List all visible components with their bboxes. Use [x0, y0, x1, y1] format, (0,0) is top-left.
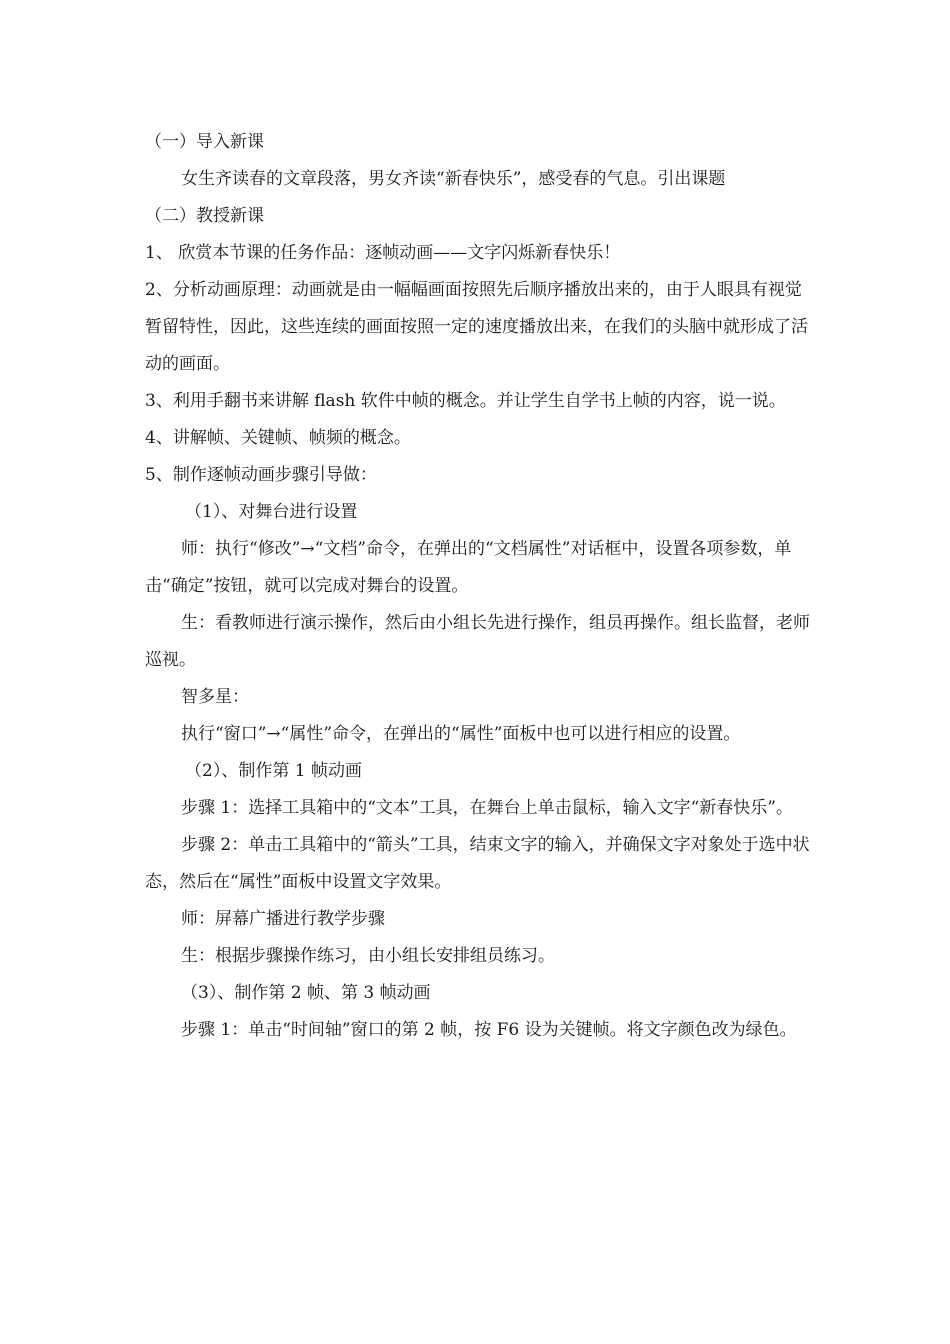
paragraph-teacher-setup: 师：执行“修改”→“文档”命令，在弹出的“文档属性”对话框中，设置各项参数，单击“确定”按钮，就可以完成对舞台的设置。: [145, 539, 792, 596]
sub-step-1-heading: （1）、对舞台进行设置: [185, 502, 358, 522]
paragraph-student-practice: 生：根据步骤操作练习，由小组长安排组员练习。: [181, 946, 555, 966]
paragraph-step-1-text: 步骤 1：选择工具箱中的“文本”工具，在舞台上单击鼠标，输入文字“新春快乐”。: [181, 798, 793, 818]
list-item-4: 4、讲解帧、关键帧、帧频的概念。: [145, 428, 411, 448]
list-item-2: 2、分析动画原理：动画就是由一幅幅画面按照先后顺序播放出来的，由于人眼具有视觉暂留特性，因此，这些连续的画面按照一定的速度播放出来，在我们的头脑中就形成了活动的画面。: [145, 280, 808, 374]
section-heading-teaching: （二）教授新课: [145, 206, 264, 226]
paragraph-student-setup: 生：看教师进行演示操作，然后由小组长先进行操作，组员再操作。组长监督，老师巡视。: [145, 613, 810, 670]
paragraph-intro-reading: 女生齐读春的文章段落，男女齐读“新春快乐”，感受春的气息。引出课题: [181, 169, 726, 189]
document-body: [145, 124, 810, 1049]
section-heading-intro: （一）导入新课: [145, 132, 264, 152]
sub-step-2-heading: （2）、制作第 1 帧动画: [185, 761, 362, 781]
paragraph-step-1-keyframe: 步骤 1：单击“时间轴”窗口的第 2 帧，按 F6 设为关键帧。将文字颜色改为绿色。: [181, 1020, 797, 1040]
sub-step-3-heading: （3）、制作第 2 帧、第 3 帧动画: [181, 983, 431, 1003]
paragraph-teacher-broadcast: 师：屏幕广播进行教学步骤: [181, 909, 385, 929]
list-item-5: 5、制作逐帧动画步骤引导做：: [145, 465, 377, 485]
paragraph-tip-content: 执行“窗口”→“属性”命令，在弹出的“属性”面板中也可以进行相应的设置。: [181, 724, 741, 744]
list-item-1: 1、 欣赏本节课的任务作品：逐帧动画——文字闪烁新春快乐！: [145, 243, 621, 263]
paragraph-step-2-arrow: 步骤 2：单击工具箱中的“箭头”工具，结束文字的输入，并确保文字对象处于选中状态，然后在“属性”面板中设置文字效果。: [145, 835, 810, 892]
paragraph-tip-label: 智多星：: [181, 687, 249, 707]
list-item-3: 3、利用手翻书来讲解 flash 软件中帧的概念。并让学生自学书上帧的内容，说一说。: [145, 391, 786, 411]
